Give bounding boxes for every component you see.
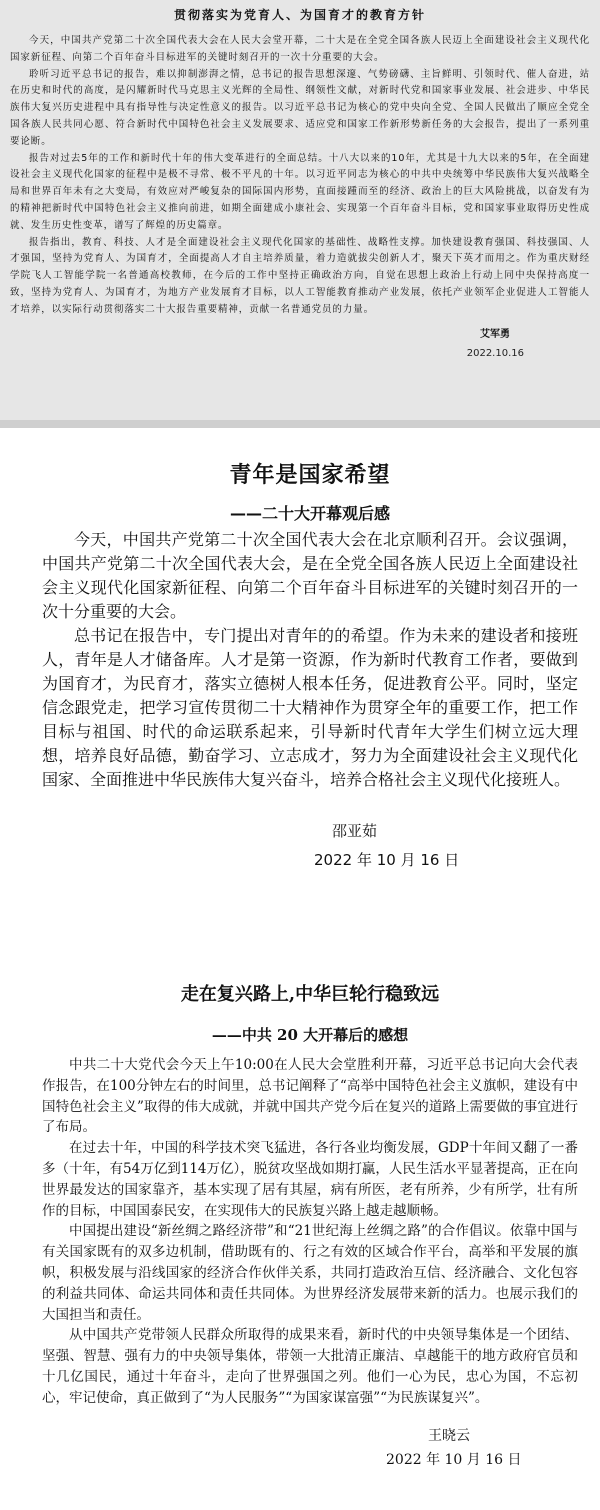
- article-1: [0, 0, 600, 420]
- article-3-paragraph: 从中国共产党带领人民群众所取得的成果来看，新时代的中央领导集体是一个团结、坚强、智慧、强有力的中央领导集体，带领一大批清正廉洁、卓越能干的地方政府官员和十几亿国民，通过十年奋斗，走向了世界强国之列。他们一心为民，忠心为国，不忘初心，牢记使命，真正做到了“为人民服务”“为国家谋富强”“为民族谋复兴”。: [42, 1327, 578, 1406]
- article-3-title: 走在复兴路上,中华巨轮行稳致远: [180, 984, 440, 1005]
- article-3-paragraph: 中国提出建设“新丝绸之路经济带”和“21世纪海上丝绸之路”的合作倡议。依靠中国与有关国家既有的双多边机制，借助既有的、行之有效的区域合作平台，高举和平发展的旗帜，积极发展与沿线国家的经济合作伙伴关系，共同打造政治互信、经济融合、文化包容的利益共同体、命运共同体和责任共同体。为世界经济发展带来新的活力。也展示我们的大国担当和责任。: [42, 1223, 578, 1323]
- article-1-paragraph: 今天，中国共产党第二十次全国代表大会在人民大会堂开幕，二十大是在全党全国各族人民迈上全面建设社会主义现代化国家新征程、向第二个百年奋斗目标进军的关键时刻召开的一次十分重要的大会。: [10, 35, 590, 63]
- article-2-author: 邵亚茹: [332, 822, 378, 840]
- article-2-paragraph: 总书记在报告中，专门提出对青年的的希望。作为未来的建设者和接班人，青年是人才储备库。人才是第一资源，作为新时代教育工作者，要做到为国育才，为民育才，落实立德树人根本任务，促进教育公平。同时，坚定信念跟党走，把学习宣传贯彻二十大精神作为贯穿全年的重要工作，把工作目标与祖国、时代的命运联系起来，引导新时代青年大学生们树立远大理想，培养良好品德，勤奋学习、立志成才，努力为全面建设社会主义现代化国家、全面推进中华民族伟大复兴奋斗，培养合格社会主义现代化接班人。: [42, 626, 578, 789]
- article-2-date: 2022 年 10 月 16 日: [314, 851, 460, 869]
- article-2-title: 青年是国家希望: [229, 463, 391, 488]
- article-1-date: 2022.10.16: [466, 347, 524, 359]
- article-2: [0, 428, 600, 940]
- article-2-subtitle: ——二十大开幕观后感: [229, 504, 390, 523]
- section-divider: [0, 420, 600, 428]
- article-3-paragraph: 中共二十大党代会今天上午10:00在人民大会堂胜利开幕，习近平总书记向大会代表作报告，在100分钟左右的时间里，总书记阐释了“高举中国特色社会主义旗帜，建设有中国特色社会主义”取得的伟大成就，并就中国共产党今后在复兴的道路上需要做的事宜进行了布局。: [42, 1057, 578, 1136]
- article-3-paragraph: 在过去十年，中国的科学技术突飞猛进，各行各业均衡发展，GDP十年间又翻了一番多（十年，有54万亿到114万亿），脱贫攻坚战如期打赢，人民生活水平显著提高，正在向世界最发达的国家靠齐，基本实现了居有其屋，病有所医，老有所养，少有所学，壮有所作的目标，中国国泰民安，在实现伟大的民族复兴路上越走越顺畅。: [42, 1140, 578, 1219]
- article-1-paragraph: 报告对过去5年的工作和新时代十年的伟大变革进行的全面总结。十八大以来的10年，尤其是十九大以来的5年，在全面建设社会主义现代化国家的征程中是极不寻常、极不平凡的十年。以习近平同志为核心的中共中央统筹中华民族伟大复兴战略全局和世界百年未有之大变局，有效应对严峻复杂的国际国内形势，直面接踵而至的经济、政治上的巨大风险挑战，以奋发有为的精神把新时代中国特色社会主义推向前进，如期全面建成小康社会、实现第一个百年奋斗目标，党和国家事业取得历史性成就、发生历史性变革，谱写了辉煌的历史篇章。: [10, 152, 590, 231]
- article-3-author: 王晓云: [428, 1427, 470, 1444]
- article-1-title: 贯彻落实为党育人、为国育才的教育方针: [173, 8, 426, 22]
- article-1-paragraph: 聆听习近平总书记的报告，难以抑制澎湃之情，总书记的报告思想深邃、气势磅礴、主旨鲜明、引领时代、催人奋进，站在历史和时代的高度，是闪耀新时代马克思主义光辉的全局性、纲领性文献，对新时代党和国家事业发展、社会进步、中华民族伟大复兴历史进程中具有指导性与决定性意义的报告。以习近平总书记为核心的党中央向全党、全国人民做出了顺应全党全国各族人民共同心愿、符合新时代中国特色社会主义发展要求、适应党和国家工作新形势新任务的大会报告，提出了一系列重要论断。: [10, 68, 590, 147]
- article-2-paragraph: 今天，中国共产党第二十次全国代表大会在北京顺利召开。会议强调，中国共产党第二十次全国代表大会，是在全党全国各族人民迈上全面建设社会主义现代化国家新征程、向第二个百年奋斗目标进军的关键时刻召开的一次十分重要的大会。: [42, 530, 578, 621]
- article-1-author: 艾军勇: [480, 328, 510, 340]
- article-3-subtitle: ——中共 20 大开幕后的感想: [211, 1026, 409, 1044]
- article-3: [0, 940, 600, 1510]
- article-3-date: 2022 年 10 月 16 日: [386, 1451, 522, 1468]
- article-1-paragraph: 报告指出，教育、科技、人才是全面建设社会主义现代化国家的基础性、战略性支撑。加快建设教育强国、科技强国、人才强国，坚持为党育人、为国育才，全面提高人才自主培养质量，着力造就拔尖创新人才，聚天下英才而用之。作为重庆财经学院飞人工智能学院一名普通高校教师，在今后的工作中坚持正确政治方向，自觉在思想上政治上行动上同中央保持高度一致，坚持为党育人、为国育才，为地方产业发展育才目标，以人工智能教育推动产业发展，依托产业领军企业促进人工智能人才培养，以实际行动贯彻落实二十大报告重要精神，贡献一名普通党员的力量。: [10, 236, 590, 315]
